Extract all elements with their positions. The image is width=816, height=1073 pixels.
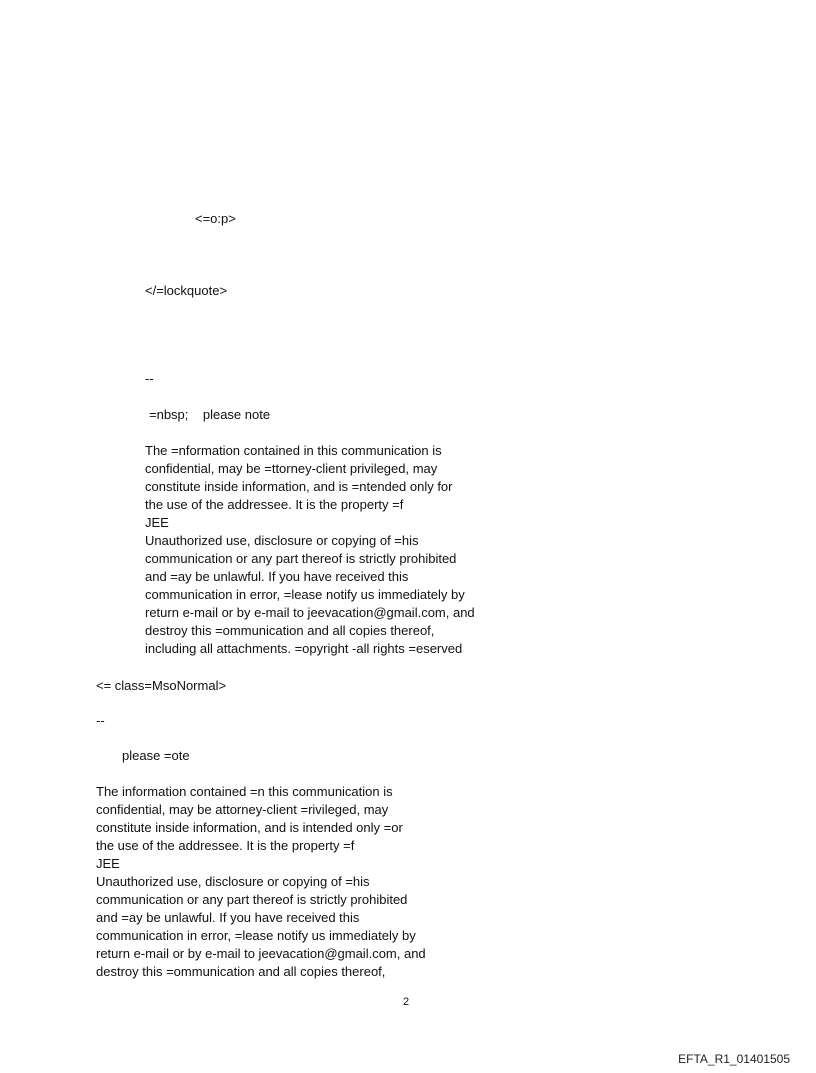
signature-dash-1: --	[145, 371, 154, 386]
disclaimer-block-2	[96, 783, 426, 981]
disclaimer-line: destroy this =ommunication and all copies thereof,	[145, 623, 435, 638]
disclaimer-line: confidential, may be attorney-client =rivileged, may	[96, 802, 389, 817]
disclaimer-line: communication in error, =lease notify us immediately by	[145, 587, 465, 602]
disclaimer-block-1	[145, 442, 475, 658]
disclaimer-line: The =nformation contained in this communication is	[145, 443, 442, 458]
disclaimer-line: including all attachments. =opyright -all rights =eserved	[145, 641, 463, 656]
disclaimer-line: JEE	[145, 515, 169, 530]
disclaimer-line: communication or any part thereof is strictly prohibited	[145, 551, 457, 566]
disclaimer-line: constitute inside information, and is =ntended only for	[145, 479, 453, 494]
disclaimer-line: and =ay be unlawful. If you have received this	[145, 569, 409, 584]
disclaimer-line: communication in error, =lease notify us immediately by	[96, 928, 416, 943]
please-note-2: please =ote	[122, 748, 190, 763]
document-id-stamp: EFTA_R1_01401505	[678, 1052, 790, 1066]
op-tag-line: <=o:p>	[195, 211, 236, 226]
disclaimer-line: the use of the addressee. It is the property =f	[96, 838, 355, 853]
disclaimer-line: confidential, may be =ttorney-client privileged, may	[145, 461, 438, 476]
please-note-1: =nbsp; please note	[149, 407, 271, 422]
disclaimer-line: constitute inside information, and is intended only =or	[96, 820, 403, 835]
lockquote-close-line: </=lockquote>	[145, 283, 228, 298]
disclaimer-line: and =ay be unlawful. If you have received this	[96, 910, 360, 925]
disclaimer-line: destroy this =ommunication and all copies thereof,	[96, 964, 386, 979]
disclaimer-line: the use of the addressee. It is the property =f	[145, 497, 404, 512]
disclaimer-line: Unauthorized use, disclosure or copying of =his	[145, 533, 419, 548]
disclaimer-line: Unauthorized use, disclosure or copying of =his	[96, 874, 370, 889]
page-number: 2	[403, 996, 410, 1008]
disclaimer-line: The information contained =n this communication is	[96, 784, 393, 799]
disclaimer-line: return e-mail or by e-mail to jeevacation@gmail.com, and	[145, 605, 475, 620]
disclaimer-line: JEE	[96, 856, 120, 871]
signature-dash-2: --	[96, 713, 105, 728]
disclaimer-line: return e-mail or by e-mail to jeevacation@gmail.com, and	[96, 946, 426, 961]
disclaimer-line: communication or any part thereof is strictly prohibited	[96, 892, 408, 907]
mso-class-line: <= class=MsoNormal>	[96, 678, 227, 693]
